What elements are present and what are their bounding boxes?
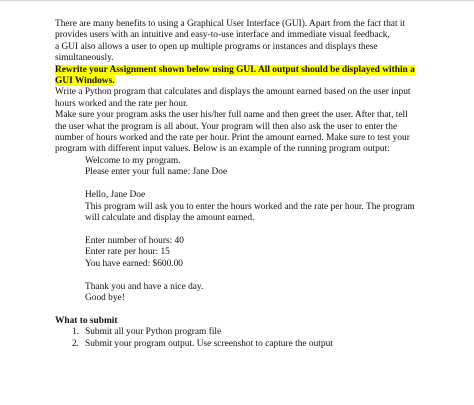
task-line: Write a Python program that calculates and displays the amount earned based on the user input xyxy=(55,87,411,98)
instruction-line xyxy=(55,76,440,87)
sample-line: Enter rate per hour: 15 xyxy=(85,247,170,258)
sample-inputs xyxy=(85,236,440,270)
instruction-highlight: Rewrite your Assignment shown below using GUI. All output should be displayed within a xyxy=(55,64,415,75)
sample-line: Thank you and have a nice day. xyxy=(85,281,204,292)
details-line: program with different input values. Below is an example of the running program output: xyxy=(55,144,390,155)
intro-line: a GUI also allows a user to open up multiple programs or instances and displays these xyxy=(55,41,378,52)
sample-line: This program will ask you to enter the hours worked and the rate per hour. The program xyxy=(85,201,415,212)
submit-heading: What to submit xyxy=(55,315,118,326)
details-line: the user what the program is all about. Your program will then also ask the user to enter the xyxy=(55,121,398,132)
sample-closing xyxy=(85,282,440,305)
sample-line: Good bye! xyxy=(85,293,125,304)
list-item xyxy=(55,339,440,350)
intro-line: provides users with an intuitive and easy-to-use interface and immediate visual feedback, xyxy=(55,30,390,41)
sample-greeting xyxy=(85,190,440,224)
sample-welcome xyxy=(85,156,440,179)
instruction-line xyxy=(55,65,440,76)
list-item-number: 2. xyxy=(71,338,79,349)
sample-line: Welcome to my program. xyxy=(85,155,181,166)
details-line: number of hours worked and the rate per hour. Print the amount earned. Make sure to test your xyxy=(55,133,410,144)
task-line: hours worked and the rate per hour. xyxy=(55,98,189,109)
intro-paragraph xyxy=(55,19,440,65)
document-content xyxy=(55,19,440,350)
sample-line: Please enter your full name: Jane Doe xyxy=(85,167,228,178)
sample-line: You have earned: $600.00 xyxy=(85,258,183,269)
top-divider xyxy=(0,0,474,1)
submit-list xyxy=(55,327,440,350)
instruction-paragraph xyxy=(55,65,440,88)
intro-line: There are many benefits to using a Graphical User Interface (GUI). Apart from the fact that it xyxy=(55,19,406,29)
details-line: Make sure your program asks the user his/her full name and then greet the user. After that, tell xyxy=(55,110,408,121)
sample-line: Enter number of hours: 40 xyxy=(85,235,184,246)
sample-output-block xyxy=(55,156,440,305)
list-item xyxy=(55,327,440,338)
intro-line: simultaneously. xyxy=(55,53,114,64)
list-item-text: Submit your program output. Use screenshot to capture the output xyxy=(85,338,333,349)
details-paragraph xyxy=(55,110,440,156)
sample-line: Hello, Jane Doe xyxy=(85,190,146,201)
task-paragraph xyxy=(55,87,440,110)
instruction-highlight: GUI Windows. xyxy=(55,76,115,87)
list-item-text: Submit all your Python program file xyxy=(85,327,222,338)
list-item-number: 1. xyxy=(71,327,79,338)
sample-line: will calculate and display the amount earned. xyxy=(85,213,255,223)
